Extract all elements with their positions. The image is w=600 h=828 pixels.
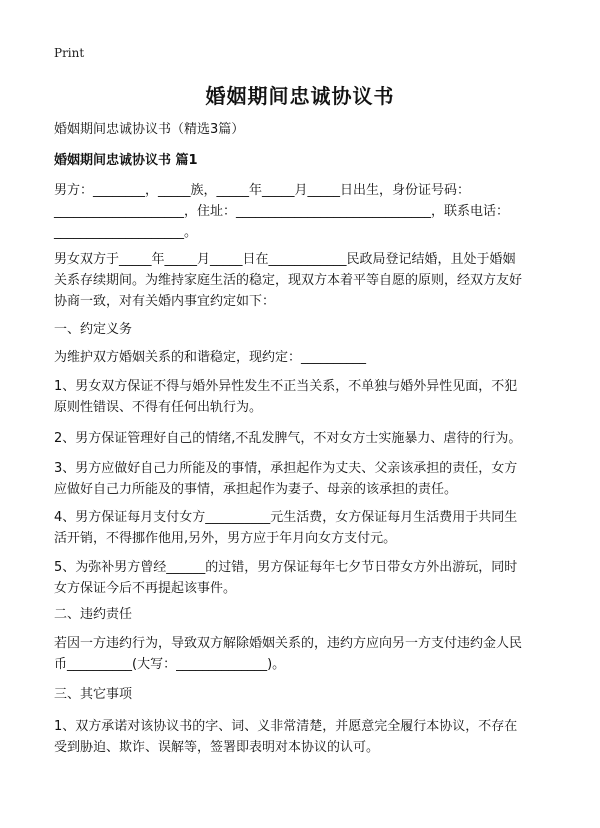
clause-heading: 一、约定义务 xyxy=(54,322,133,337)
text-line: 应做好自己力所能及的事情，承担起作为妻子、母亲的该承担的责任。 xyxy=(54,482,458,497)
text-line: 4、男方保证每月支付女方__________元生活费，女方保证每月生活费用于共同生 xyxy=(54,510,518,525)
text-line: 协商一致，对有关婚内事宜约定如下： xyxy=(54,294,276,309)
clause-heading: 三、其它事项 xyxy=(54,687,133,702)
text-line: 关系存续期间。为维持家庭生活的稳定，现双方本着平等自愿的原则，经双方友好 xyxy=(54,273,523,288)
text-line: 为维护双方婚姻关系的和谐稳定，现约定：__________ xyxy=(54,350,367,365)
text-line: 币__________(大写：______________)。 xyxy=(54,657,286,672)
text-line: 1、男女双方保证不得与婚外异性发生不正当关系，不单独与婚外异性见面，不犯 xyxy=(54,379,518,394)
document-title: 婚姻期间忠诚协议书 xyxy=(205,84,395,108)
text-line: 男方：________，_____族，_____年_____月_____日出生，身份证号码： xyxy=(54,183,471,198)
text-line: ____________________。 xyxy=(54,225,198,240)
text-line: 3、男方应做好自己力所能及的事情，承担起作为丈夫、父亲该承担的责任，女方 xyxy=(54,461,518,476)
text-line: 受到胁迫、欺诈、误解等，签署即表明对本协议的认可。 xyxy=(54,740,380,755)
print-link[interactable]: Print xyxy=(54,46,85,60)
document-subtitle: 婚姻期间忠诚协议书（精选3篇） xyxy=(54,122,245,137)
text-line: 男女双方于_____年_____月_____日在____________民政局登记结婚，且处于婚姻 xyxy=(54,252,516,267)
text-line: 5、为弥补男方曾经______的过错，男方保证每年七夕节日带女方外出游玩，同时 xyxy=(54,560,518,575)
section-heading: 婚姻期间忠诚协议书 篇1 xyxy=(54,153,198,168)
text-line: 原则性错误、不得有任何出轨行为。 xyxy=(54,400,263,415)
text-line: 2、男方保证管理好自己的情绪,不乱发脾气，不对女方士实施暴力、虐待的行为。 xyxy=(54,431,522,446)
text-line: 活开销，不得挪作他用,另外，男方应于年月向女方支付元。 xyxy=(54,531,397,546)
clause-heading: 二、违约责任 xyxy=(54,607,133,622)
text-line: 1、双方承诺对该协议书的字、词、义非常清楚，并愿意完全履行本协议，不存在 xyxy=(54,719,518,734)
text-line: 女方保证今后不再提起该事件。 xyxy=(54,581,237,596)
text-line: 若因一方违约行为，导致双方解除婚姻关系的，违约方应向另一方支付违约金人民 xyxy=(54,636,523,651)
text-line: ____________________，住址：______________________________，联系电话： xyxy=(54,204,510,219)
